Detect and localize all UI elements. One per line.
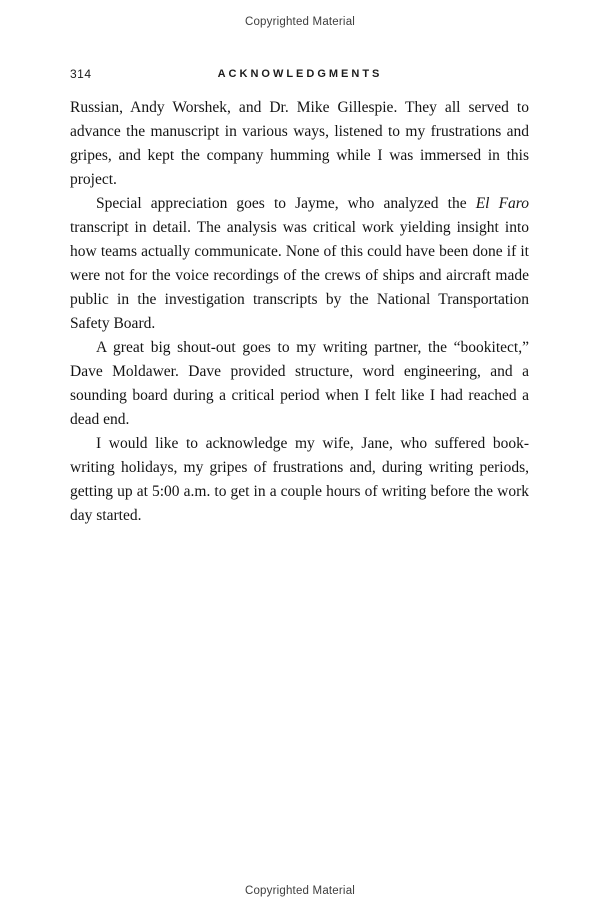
body-text bbox=[70, 96, 529, 528]
running-header bbox=[70, 67, 530, 83]
paragraph bbox=[70, 432, 529, 528]
text-run: Special appreciation goes to Jayme, who analyzed the bbox=[96, 195, 476, 212]
paragraph bbox=[70, 192, 529, 336]
paragraph bbox=[70, 96, 529, 192]
text-run: I would like to acknowledge my wife, Jane, who suffered book-writing holidays, my gripes of frustrations and, during writing periods, getting up at 5:00 a.m. to get in a couple hours of writing before the work day started. bbox=[70, 435, 529, 524]
page-number: 314 bbox=[70, 67, 92, 81]
chapter-header-title: ACKNOWLEDGMENTS bbox=[217, 68, 383, 80]
text-run: A great big shout-out goes to my writing partner, the “bookitect,” Dave Moldawer. Dave provided structure, word engineering, and a sounding board during a critical period when I felt like I had reached a dead end. bbox=[70, 339, 529, 428]
text-run: Russian, Andy Worshek, and Dr. Mike Gillespie. They all served to advance the manuscript in various ways, listened to my frustrations and gripes, and kept the company humming while I was immersed in this project. bbox=[70, 99, 529, 188]
copyright-notice-bottom: Copyrighted Material bbox=[244, 885, 356, 897]
italic-book-title: El Faro bbox=[475, 195, 529, 212]
copyright-notice-top: Copyrighted Material bbox=[244, 16, 356, 28]
text-run: transcript in detail. The analysis was critical work yielding insight into how teams actually communicate. None of this could have been done if it were not for the voice recordings of the crews of ships and aircraft made public in the investigation transcripts by the National Transportation Safety Board. bbox=[70, 219, 529, 332]
paragraph bbox=[70, 336, 529, 432]
